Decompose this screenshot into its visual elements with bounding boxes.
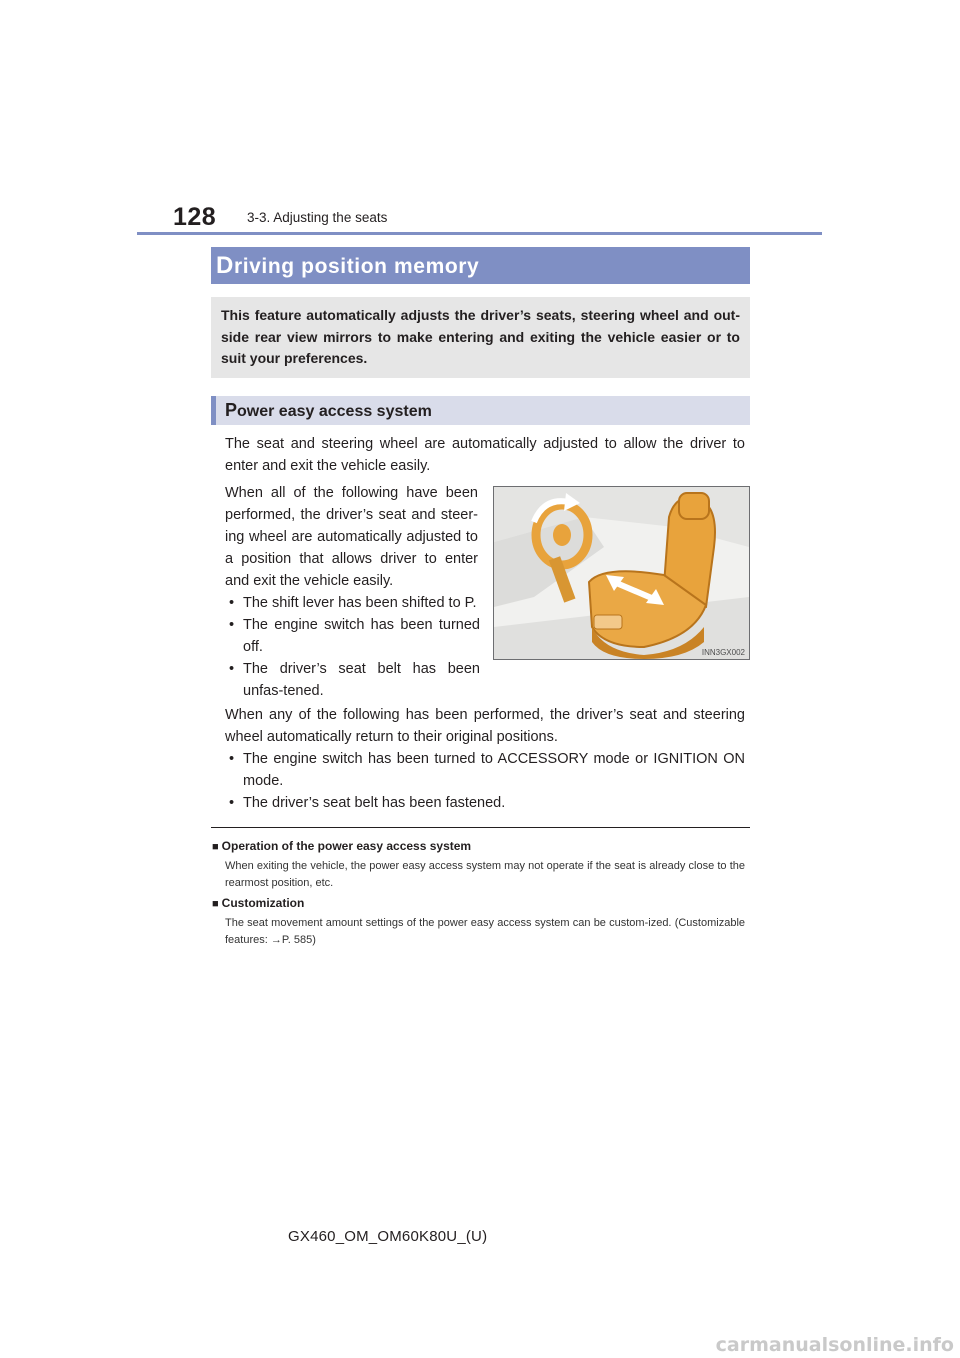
subsection-heading-initial: P bbox=[225, 400, 238, 420]
seat-drawing bbox=[494, 487, 749, 659]
customization-text: The seat movement amount settings of the power easy access system can be custom-ized. (Customizable features: →P. 585) bbox=[225, 917, 745, 946]
page-title-rest: riving position memory bbox=[233, 255, 480, 278]
header-rule bbox=[137, 232, 822, 235]
square-bullet-icon: ■ bbox=[212, 898, 219, 910]
paragraph-return-conditions: When any of the following has been performed, the driver’s seat and steering wheel automatically return to their original positions. bbox=[225, 707, 745, 745]
subsection-heading-rest: ower easy access system bbox=[237, 403, 432, 420]
section-breadcrumb: 3-3. Adjusting the seats bbox=[247, 210, 388, 225]
subsection-heading bbox=[211, 396, 750, 425]
square-bullet-icon: ■ bbox=[212, 841, 219, 853]
note-heading-customization bbox=[212, 896, 304, 910]
note-heading-operation bbox=[212, 839, 471, 853]
steering-hub bbox=[553, 524, 571, 546]
note-heading-text: Customization bbox=[221, 896, 305, 910]
page-title bbox=[211, 247, 750, 284]
paragraph-intro: The seat and steering wheel are automatically adjusted to allow the driver to enter and exit the vehicle easily. bbox=[225, 436, 745, 474]
document-code: GX460_OM_OM60K80U_(U) bbox=[288, 1228, 488, 1245]
figure-code: INN3GX002 bbox=[701, 648, 745, 657]
list-item: • The engine switch has been turned to ACCESSORY mode or IGNITION ON mode. bbox=[225, 748, 745, 792]
site-watermark: carmanualsonline.info bbox=[715, 1334, 954, 1356]
seat-headrest bbox=[679, 493, 709, 519]
intro-summary: This feature automatically adjusts the driver’s seats, steering wheel and out-side rear view mirrors to make entering and exiting the vehicle easier or to suit your preferences. bbox=[211, 297, 750, 378]
return-conditions-list bbox=[225, 748, 745, 814]
page-number: 128 bbox=[173, 203, 217, 231]
list-item: • The engine switch has been turned off. bbox=[225, 614, 480, 658]
list-item: • The driver’s seat belt has been unfas-tened. bbox=[225, 658, 480, 702]
conditions-list bbox=[225, 592, 480, 702]
seat-illustration bbox=[493, 486, 750, 660]
list-item: • The shift lever has been shifted to P. bbox=[225, 592, 480, 614]
note-heading-text: Operation of the power easy access system bbox=[221, 839, 472, 853]
note-body-customization bbox=[225, 915, 745, 949]
notes-divider bbox=[211, 827, 750, 828]
paragraph-conditions: When all of the following have been performed, the driver’s seat and steer-ing wheel are automatically adjusted to a position that allows driver to enter and exit the vehicle easily. bbox=[225, 485, 478, 589]
note-body-operation: When exiting the vehicle, the power easy access system may not operate if the seat is already close to the rearmost position, etc. bbox=[225, 860, 745, 889]
page-title-initial: D bbox=[216, 252, 234, 279]
seat-controls-icon bbox=[594, 615, 622, 629]
list-item: • The driver’s seat belt has been fastened. bbox=[225, 792, 745, 814]
